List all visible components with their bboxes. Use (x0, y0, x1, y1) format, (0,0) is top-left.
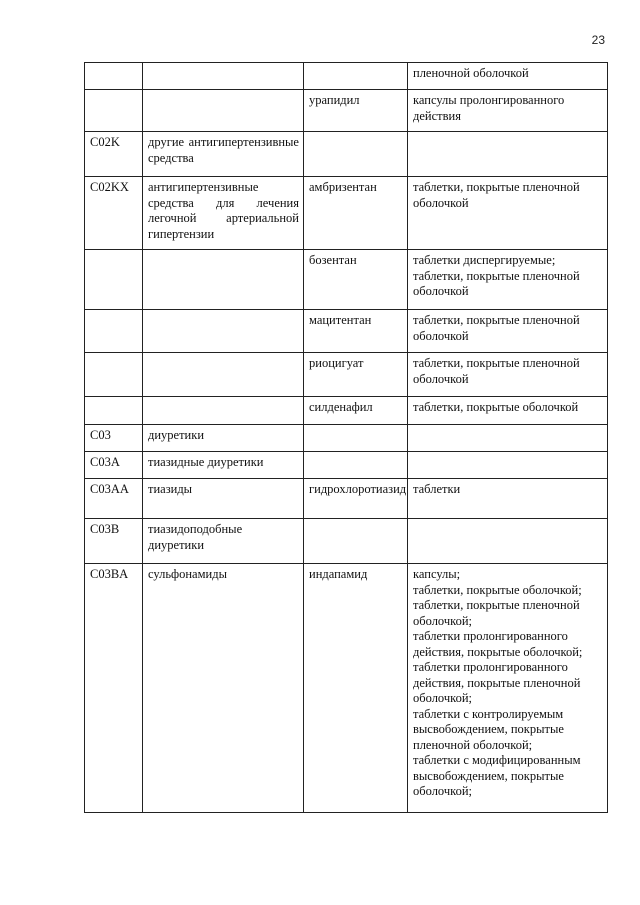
drug-name-cell (304, 425, 408, 452)
dosage-form-cell (408, 425, 608, 452)
drug-name-cell: гидрохлоротиазид (304, 479, 408, 519)
table-row (85, 479, 608, 519)
dosage-form-cell: таблетки, покрытые пленочной оболочкой (408, 353, 608, 397)
group-cell: тиазидоподобные диуретики (143, 519, 304, 564)
atc-code-cell: C02KX (85, 177, 143, 250)
dosage-form-cell: таблетки, покрытые пленочной оболочкой (408, 310, 608, 353)
group-cell (143, 90, 304, 132)
table-row (85, 353, 608, 397)
dosage-form-cell: пленочной оболочкой (408, 63, 608, 90)
group-cell (143, 310, 304, 353)
table-row (85, 177, 608, 250)
group-cell (143, 353, 304, 397)
dosage-form-cell: таблетки диспергируемые; таблетки, покрытые пленочной оболочкой (408, 250, 608, 310)
atc-code-cell: C03B (85, 519, 143, 564)
dosage-form-cell (408, 519, 608, 564)
drug-name-cell: амбризентан (304, 177, 408, 250)
atc-code-cell (85, 250, 143, 310)
table-row (85, 452, 608, 479)
atc-code-cell (85, 397, 143, 425)
table-row (85, 132, 608, 177)
table-row (85, 397, 608, 425)
atc-code-cell: C03BA (85, 564, 143, 813)
dosage-form-cell: капсулы; таблетки, покрытые оболочкой; таблетки, покрытые пленочной оболочкой; таблетки пролонгированного действия, покрытые оболочкой; таблетки пролонгированного действия, покрытые пленочной оболочкой; таблетки с контролируемым высвобождением, покрытые пленочной оболочкой; таблетки с модифицированным высвобождением, покрытые оболочкой; (408, 564, 608, 813)
drug-name-cell: индапамид (304, 564, 408, 813)
dosage-form-cell: капсулы пролонгированного действия (408, 90, 608, 132)
table-row (85, 564, 608, 813)
group-cell: диуретики (143, 425, 304, 452)
dosage-form-cell: таблетки (408, 479, 608, 519)
atc-code-cell: C03AA (85, 479, 143, 519)
drug-name-cell: риоцигуат (304, 353, 408, 397)
drug-name-cell: силденафил (304, 397, 408, 425)
group-cell: тиазидные диуретики (143, 452, 304, 479)
group-cell (143, 250, 304, 310)
drug-name-cell: бозентан (304, 250, 408, 310)
drug-name-cell (304, 519, 408, 564)
table-row (85, 250, 608, 310)
drug-name-cell (304, 132, 408, 177)
table-row (85, 519, 608, 564)
table-row (85, 63, 608, 90)
group-cell: сульфонамиды (143, 564, 304, 813)
dosage-form-cell (408, 132, 608, 177)
group-cell: тиазиды (143, 479, 304, 519)
group-cell: антигипертензивные средства для лечения легочной артериальной гипертензии (143, 177, 304, 250)
dosage-form-cell: таблетки, покрытые оболочкой (408, 397, 608, 425)
table-row (85, 425, 608, 452)
table-row (85, 310, 608, 353)
atc-code-cell (85, 353, 143, 397)
group-cell (143, 63, 304, 90)
drug-name-cell: урапидил (304, 90, 408, 132)
atc-code-cell: C02K (85, 132, 143, 177)
group-cell: другие антигипертензивные средства (143, 132, 304, 177)
atc-code-cell (85, 63, 143, 90)
atc-code-cell (85, 90, 143, 132)
drug-classification-table (84, 62, 608, 813)
drug-name-cell (304, 63, 408, 90)
table-row (85, 90, 608, 132)
atc-code-cell (85, 310, 143, 353)
group-cell (143, 397, 304, 425)
dosage-form-cell: таблетки, покрытые пленочной оболочкой (408, 177, 608, 250)
atc-code-cell: C03 (85, 425, 143, 452)
page-number: 23 (591, 33, 605, 47)
dosage-form-cell (408, 452, 608, 479)
drug-name-cell (304, 452, 408, 479)
atc-code-cell: C03A (85, 452, 143, 479)
drug-name-cell: мацитентан (304, 310, 408, 353)
